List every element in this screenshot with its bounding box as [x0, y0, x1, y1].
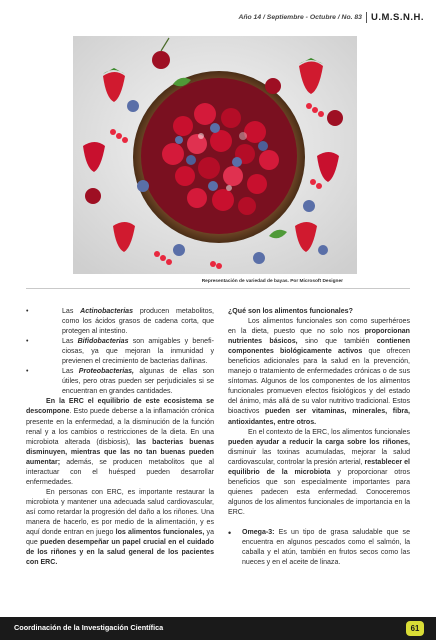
- bullet-text: Las Actinobacterias producen metabolitos, como los ácidos grasos de cadena corta, que protegen al intestino.: [62, 308, 214, 336]
- bullet-text: Las Proteobacterias, algunas de ellas son útiles, pero otras pueden ser perjudiciales si se encuentran en grandes cantidades.: [62, 368, 214, 396]
- paragraph: Los alimentos funcionales son como superhéroes en la dieta, puesto que no solo nos proporcionan nutrientes básicos, sino que también contienen componentes biológicamente activos que ofrecen beneficios adicionales para la salud en la prevención, manejo o tratamiento de enfermedades crónicas o de sus síntomas. Algunos de los componentes de los alimentos funcionales promueven efectos fisiológicos y del estado del ánimo, más allá de su valor nutritivo tradicional. Estos bioactivos pueden ser vitaminas, minerales, fibra, antioxidantes, entre otros.: [228, 318, 410, 426]
- bullet-icon: •: [26, 368, 29, 376]
- right-column: [228, 307, 410, 568]
- left-column: [26, 307, 214, 568]
- berries-illustration: [73, 36, 357, 274]
- list-item: [26, 307, 214, 337]
- paragraph: En la ERC el equilibrio de este ecosistema se descompone. Esto puede deberse a la inflamación crónica presente en la enfermedad, a la disminución de la función renal y a los cambios o restricciones de la dieta. En una microbiota alterada (disbiosis), las bacterias buenas disminuyen, mientras que las no tan buenas pueden aumentar; además, se producen metabolitos que al interactuar con el huésped pueden desarrollar enfermedades.: [26, 398, 214, 486]
- section-heading: ¿Qué son los alimentos funcionales?: [228, 308, 353, 315]
- page-number-badge: 61: [406, 621, 424, 636]
- bullet-text: Omega-3: Es un tipo de grasa saludable que se encuentra en algunos pescados como el salmón, la caballa y el atún, también en frutos secos como las nueces y en el aceite de linaza.: [242, 528, 410, 567]
- footer-title: Coordinación de la Investigación Científica: [14, 623, 164, 632]
- berries-image: [73, 36, 357, 274]
- list-item: [228, 528, 410, 568]
- issue-info: Año 14 / Septiembre - Octubre / No. 83: [238, 13, 362, 21]
- bullet-icon: •: [26, 308, 29, 315]
- list-item: [26, 367, 214, 397]
- header-divider: [366, 12, 367, 23]
- page-footer: [0, 617, 436, 640]
- institution-name: U.M.S.N.H.: [370, 11, 424, 23]
- paragraph: En personas con ERC, es importante restaurar la microbiota y mantener una adecuada salud cardiovascular, así como retardar la progresión del daño a los riñones. Una manera de hacerlo, es por medio de la alimentación, y es aquí donde entran en juego los alimentos funcionales, ya que pueden desempeñar un papel crucial en el cuidado de los riñones y en la salud general de los pacientes con ERC.: [26, 488, 214, 567]
- figure-caption: Representación de variedad de bayas. Por Microsoft Designer: [201, 279, 343, 284]
- bullet-icon: •: [26, 338, 29, 346]
- section-divider: [26, 288, 410, 289]
- page-header: [238, 10, 424, 24]
- bullet-icon: •: [228, 527, 232, 538]
- paragraph: En el contexto de la ERC, los alimentos funcionales pueden ayudar a reducir la carga sobre los riñones, disminuir las toxinas acumuladas, mejorar la salud cardiovascular, controlar la presión arterial, restablecer el equilibrio de la microbiota y proporcionar otros beneficios que son especialmente importantes para quienes padecen esta enfermedad. Conoceremos algunos de los alimentos funcionales de importancia en la ERC.: [228, 428, 410, 516]
- bullet-text: Las Bifidobacterias son amigables y beneficiosas, ya que mejoran la inmunidad y previenen el crecimiento de bacterias dañinas.: [62, 338, 214, 366]
- list-item: [26, 337, 214, 367]
